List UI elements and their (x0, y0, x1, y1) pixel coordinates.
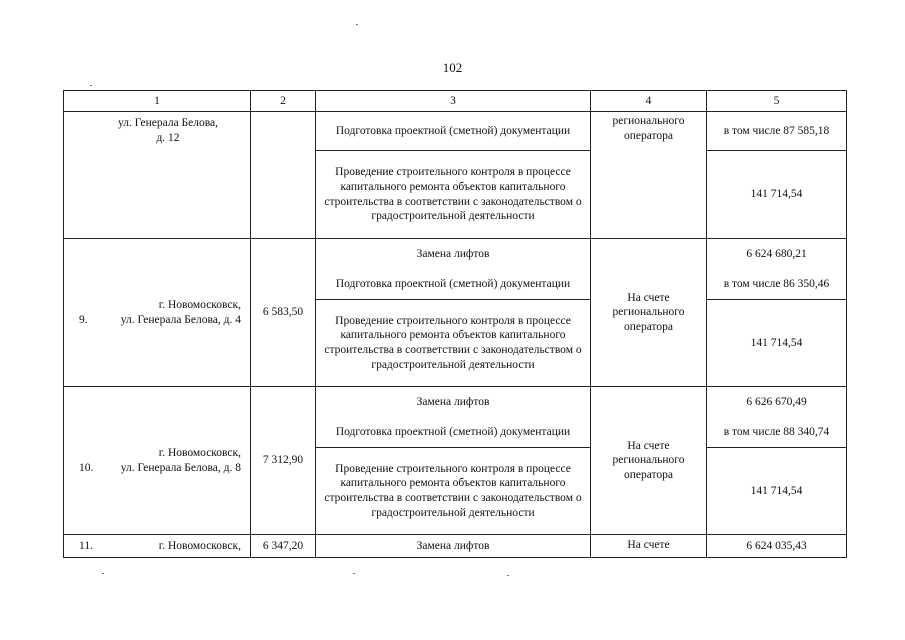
row-number: 11. (79, 540, 93, 552)
amount-value: 141 714,54 (750, 336, 803, 349)
scan-speck (102, 573, 104, 574)
area-value: 6 347,20 (262, 539, 304, 552)
area-cell (250, 111, 316, 239)
work-text: Замена лифтов (416, 395, 490, 408)
account-text: регионального оператора (612, 115, 685, 142)
address-cell (63, 386, 251, 535)
work-text: Замена лифтов (416, 539, 490, 552)
header-cell-1 (63, 90, 251, 112)
header-label: 2 (280, 94, 286, 107)
work-cell (315, 150, 591, 239)
address-block (67, 539, 247, 554)
header-label: 4 (645, 94, 652, 107)
account-text: На счете регионального оператора (612, 291, 685, 333)
address-cell (63, 111, 251, 239)
row-address: г. Новомосковск, ул. Генерала Белова, д. 4 (120, 298, 241, 326)
area-cell (250, 238, 316, 387)
amount-value: 141 714,54 (750, 188, 803, 201)
works-table (64, 91, 847, 558)
area-cell (250, 534, 316, 558)
account-text: На счете регионального оператора (612, 439, 685, 481)
work-text: Замена лифтов (416, 247, 490, 260)
address-cell (63, 238, 251, 387)
work-text: Проведение строительного контроля в процессе капитального ремонта объектов капитального строительства в соответствии с законодательством о градостроительной деятельности (324, 314, 582, 371)
header-label: 1 (154, 94, 160, 107)
amount-cell (706, 534, 847, 558)
header-cell-4 (590, 90, 707, 112)
row-address: г. Новомосковск, ул. Генерала Белова, д. 8 (120, 446, 241, 474)
scan-speck (356, 24, 358, 25)
work-text: Проведение строительного контроля в процессе капитального ремонта объектов капитального строительства в соответствии с законодательством о градостроительной деятельности (324, 166, 582, 223)
header-cell-3 (315, 90, 591, 112)
work-cell (315, 447, 591, 535)
account-cell (590, 238, 707, 387)
scan-speck (507, 575, 509, 576)
account-cell (590, 111, 707, 239)
amount-value: 6 624 035,43 (746, 539, 807, 552)
scan-speck (90, 85, 92, 86)
amount-value: в том числе 87 585,18 (723, 124, 830, 137)
area-value: 6 583,50 (262, 306, 304, 319)
work-text: Подготовка проектной (сметной) документации (335, 425, 571, 438)
work-text: Подготовка проектной (сметной) документации (335, 124, 571, 137)
area-value: 7 312,90 (262, 454, 304, 467)
amount-cell (706, 238, 847, 300)
address-block (67, 446, 247, 475)
row-address: г. Новомосковск, (158, 540, 241, 552)
work-cell (315, 534, 591, 558)
work-text: Проведение строительного контроля в процессе капитального ремонта объектов капитального строительства в соответствии с законодательством о градостроительной деятельности (324, 462, 582, 519)
amount-cell (706, 111, 847, 151)
header-label: 5 (773, 94, 780, 107)
header-cell-2 (250, 90, 316, 112)
amount-value: 6 624 680,21 (746, 247, 807, 260)
address-block (67, 116, 247, 145)
page-number: 102 (442, 60, 463, 75)
work-text: Подготовка проектной (сметной) документации (335, 277, 571, 290)
amount-cell (706, 386, 847, 448)
account-cell (590, 534, 707, 558)
address-cell (63, 534, 251, 558)
amount-cell (706, 150, 847, 239)
amount-value: 6 626 670,49 (746, 395, 807, 408)
area-cell (250, 386, 316, 535)
account-cell (590, 386, 707, 535)
row-number: 10. (79, 461, 94, 474)
scan-speck (353, 573, 355, 574)
amount-value: в том числе 86 350,46 (723, 277, 830, 290)
row-address: ул. Генерала Белова, д. 12 (118, 117, 218, 144)
work-cell (315, 386, 591, 448)
amount-cell (706, 447, 847, 535)
amount-cell (706, 299, 847, 387)
work-cell (315, 299, 591, 387)
account-text: На счете (627, 539, 670, 551)
work-cell (315, 238, 591, 300)
row-number: 9. (79, 313, 88, 326)
amount-value: в том числе 88 340,74 (723, 425, 830, 438)
work-cell (315, 111, 591, 151)
header-cell-5 (706, 90, 847, 112)
amount-value: 141 714,54 (750, 484, 803, 497)
address-block (67, 298, 247, 327)
header-label: 3 (450, 94, 456, 107)
